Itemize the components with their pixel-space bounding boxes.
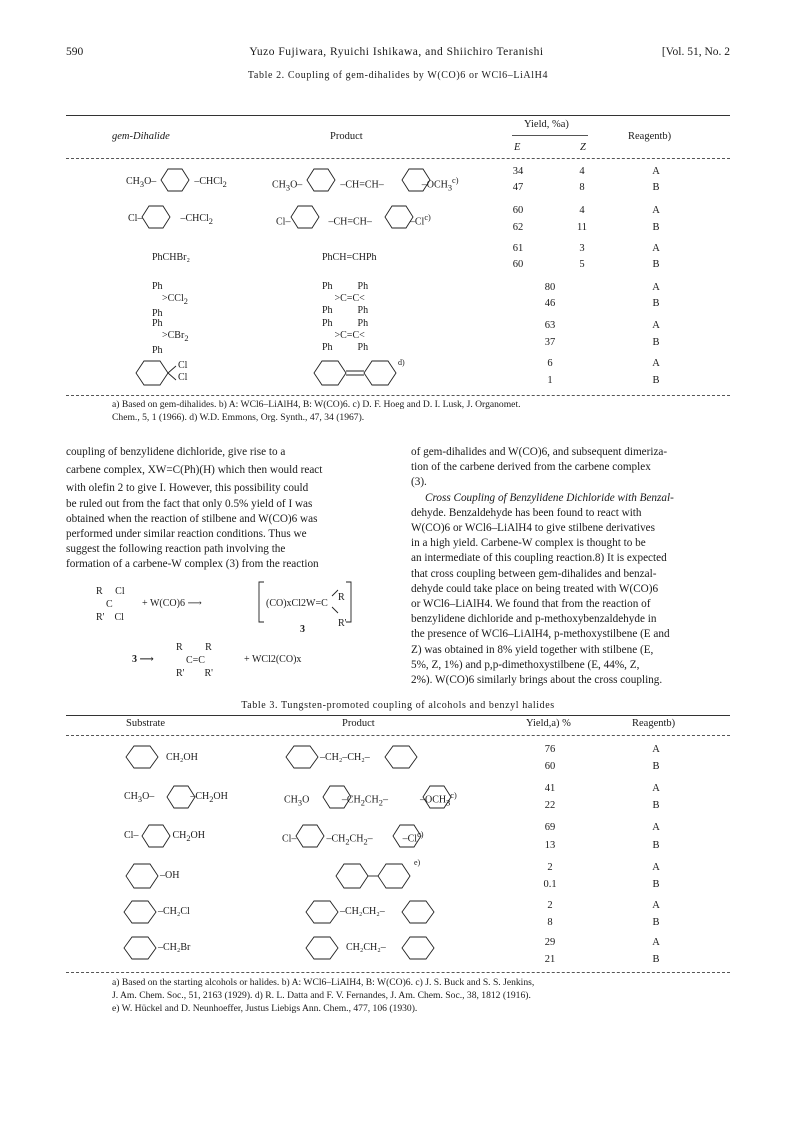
scheme-dihalide: R Cl C R' Cl [96,586,125,623]
left-line-4: be ruled out from the fact that only 0.5% yield of I was [66,497,313,510]
right-line-4: dehyde. Benzaldehyde has been found to react with [411,506,642,519]
t3-r1-rg2: B [652,761,660,772]
right-line-9: dehyde could take place on being treated with W(CO)6 [411,582,659,595]
table2-row5-dihalide: Ph >CBr$_2$ Ph [152,318,189,356]
running-authors: Yuzo Fujiwara, Ryuichi Ishikawa, and Shiichiro Teranishi [249,46,544,58]
t3-r6-y2: 21 [544,954,556,965]
t3-r5-rg2: B [652,917,660,928]
t2-r4-rg2: B [652,298,660,309]
table3-footnote-1: a) Based on the starting alcohols or halides. b) A: WCl6–LiAlH4, B: W(CO)6. c) J. S. Buck and S. S. Jenkins, [112,977,535,988]
table2-header-E: E [514,142,521,153]
right-line-2: tion of the carbene derived from the carbene complex [411,461,651,474]
t2-r3-e1: 61 [512,243,524,254]
t2-r3-e2: 60 [512,259,524,270]
t3-r5-y2: 8 [547,917,553,928]
left-line-5: obtained when the reaction of stilbene and W(CO)6 was [66,512,318,525]
scheme-label-3: 3 [300,624,305,635]
right-line-6: in a high yield. Carbene-W complex is thought to be [411,537,646,550]
table2-footnote-2: Chem., 5, 1 (1966). d) W.D. Emmons, Org. Synth., 47, 34 (1967). [112,412,365,423]
t2-r3-rg2: B [652,259,660,270]
t2-r5-y1: 63 [544,320,556,331]
scheme-byproduct: + WCl2(CO)x [244,654,302,665]
t3-r2-y2: 22 [544,800,556,811]
t2-r2-e2: 62 [512,222,524,233]
scheme-complex-subs: R R' [338,592,347,629]
t3-r1-product: –CH₂–CH₂– [320,752,370,763]
table2-row6-dihalide: Cl Cl [178,360,188,383]
t3-r1-rg1: A [652,744,660,755]
table2-row5-product: Ph Ph >C=C< Ph Ph [322,318,369,353]
table2-row2-dihalide: Cl– –CHCl$_2$ [128,213,213,226]
t3-r5-substrate: –CH₂Cl [158,906,190,917]
table2-header-Z: Z [580,142,586,153]
t2-r5-y2: 37 [544,337,556,348]
t2-r4-y1: 80 [544,282,556,293]
table2-caption: Table 2. Coupling of gem-dihalides by W(CO)6 or WCl6–LiAlH4 [247,70,549,81]
t2-r3-z2: 5 [579,259,585,270]
table2-header-product: Product [330,131,363,142]
t3-r5-product: –CH₂CH₂– [340,906,385,917]
table2-row2-product: Cl– –CH=CH– –Cl$^{c)}$ [276,213,431,228]
table2-header-reagent: Reagentb) [628,131,672,142]
left-line-1: coupling of benzylidene dichloride, give rise to a [66,446,286,458]
t3-r5-rg1: A [652,900,660,911]
t2-r1-e2: 47 [512,182,524,193]
t3-r1-y1: 76 [544,744,556,755]
t2-r3-z1: 3 [579,243,585,254]
right-line-14: 5%, Z, 1%) and p,p-dimethoxystilbene (E, 44%, Z, [411,658,640,671]
t2-r4-rg1: A [652,282,660,293]
t3-r4-product-note: e) [414,858,421,867]
t2-r1-rg1: A [652,166,660,177]
right-line-12: the presence of WCl6–LiAlH4, p-methoxystilbene (E and [411,628,670,641]
table3-header-substrate: Substrate [126,718,166,729]
table2-footnote-1: a) Based on gem-dihalides. b) A: WCl6–LiAlH4, B: W(CO)6. c) D. F. Hoeg and D. I. Lusk, J. Organomet. [112,399,521,410]
table3-caption: Table 3. Tungsten-promoted coupling of alcohols and benzyl halides [241,700,555,711]
page-number: 590 [66,46,84,58]
t2-r2-rg2: B [652,222,660,233]
table2-row3-dihalide: PhCHBr₂ [152,252,190,263]
t2-r6-rg2: B [652,375,660,386]
t3-r2-y1: 41 [544,783,556,794]
table3-footnote-2: J. Am. Chem. Soc., 51, 2163 (1929). d) R. L. Datta and F. V. Fernandes, J. Am. Chem. Soc., 38, 1812 (1916). [112,990,531,1001]
t3-r3-y1: 69 [544,822,556,833]
t3-r4-substrate: –OH [160,870,180,881]
t3-r5-y1: 2 [547,900,553,911]
t2-r1-z2: 8 [579,182,585,193]
t3-r3-substrate: Cl– $CH_2OH$ [124,830,205,843]
t2-r1-z1: 4 [579,166,585,177]
right-line-1: of gem-dihalides and W(CO)6, and subsequent dimeriza- [411,446,668,458]
table3-header-yield: Yield,a) % [526,718,571,729]
t2-r4-y2: 46 [544,298,556,309]
left-line-3: with olefin 2 to give I. However, this possibility could [66,482,309,495]
t3-r2-rg2: B [652,800,660,811]
t2-r1-rg2: B [652,182,660,193]
table3-footnotes [112,976,732,1015]
t3-r3-product: Cl– $-CH_2CH_2-$ –Cl$^{c)}$ [282,830,424,847]
t3-r2-product: $CH_3O$ $-CH_2CH_2-$ $-OCH_3^{c)}$ [284,791,457,808]
table3-header-product: Product [342,718,375,729]
left-line-8: formation of a carbene-W complex (3) from the reaction [66,558,319,571]
t3-r4-rg2: B [652,879,660,890]
t3-r3-rg2: B [652,840,660,851]
t2-r5-rg1: A [652,320,660,331]
t3-r1-y2: 60 [544,761,556,772]
scheme-reagent: + W(CO)6 ⟶ [142,598,202,609]
t3-r4-y2: 0.1 [543,879,557,890]
right-line-11: benzylidene dichloride and p-methoxybenzaldehyde in [411,613,657,626]
table2-row1-dihalide: $CH_3O-$ –CHCl$_2$ [126,176,227,189]
table3-header-reagent: Reagentb) [632,718,676,729]
t3-r4-y1: 2 [547,862,553,873]
table2-row4-product: Ph Ph >C=C< Ph Ph [322,281,369,316]
t3-r2-substrate: $CH_3O-$ $-CH_2OH$ [124,791,228,804]
right-line-15: 2%). W(CO)6 similarly brings about the cross coupling. [411,674,663,687]
right-line-5: W(CO)6 or WCl6–LiAlH4 to give stilbene derivatives [411,522,656,535]
t3-r3-y2: 13 [544,840,556,851]
left-line-7: suggest the following reaction path involving the [66,543,286,556]
table2-header-dihalide: gem-Dihalide [112,131,170,142]
t2-r5-rg2: B [652,337,660,348]
t2-r6-rg1: A [652,358,660,369]
left-line-6: performed under similar reaction conditions. Thus we [66,528,307,541]
t2-r2-rg1: A [652,205,660,216]
table2-row4-dihalide: Ph >CCl$_2$ Ph [152,281,188,319]
right-heading: Cross Coupling of Benzylidene Dichloride with Benzal- [425,491,674,504]
t2-r2-z1: 4 [579,205,585,216]
t3-r6-rg2: B [652,954,660,965]
table2-row1-product: $CH_3O-$ –CH=CH– $-OCH_3^{c)}$ [272,176,459,193]
t2-r3-rg1: A [652,243,660,254]
t2-r2-z2: 11 [576,222,588,233]
t3-r6-y1: 29 [544,937,556,948]
right-line-10: or WCl6–LiAlH4. We found that from the reaction of [411,598,651,611]
table2-row6-product-note: d) [398,358,405,367]
t2-r2-e1: 60 [512,205,524,216]
t2-r6-y2: 1 [547,375,553,386]
scheme-complex: (CO)xCl2W=C [266,598,328,609]
table2-row3-product: PhCH=CHPh [322,252,377,263]
table3-footnote-3: e) W. Hückel and D. Neunhoeffer, Justus Liebigs Ann. Chem., 477, 106 (1930). [112,1003,418,1014]
t2-r6-y1: 6 [547,358,553,369]
scheme-olefin: R R C=C R' R' [176,642,213,679]
table2-header-yield: Yield, %a) [524,119,569,130]
t3-r6-substrate: –CH₂Br [158,942,191,953]
t3-r3-rg1: A [652,822,660,833]
right-line-13: Z) was obtained in 8% yield together with stilbene (E, [411,643,654,656]
scheme-arrow: 3 ⟶ [132,654,154,665]
volume-info: [Vol. 51, No. 2 [661,46,730,58]
t3-r1-substrate: CH₂OH [166,752,198,763]
t3-r4-rg1: A [652,862,660,873]
left-line-2: carbene complex, XW=C(Ph)(H) which then would react [66,464,323,477]
t3-r2-rg1: A [652,783,660,794]
t2-r1-e1: 34 [512,166,524,177]
t3-r6-product: CH₂CH₂– [346,942,386,953]
t3-r6-rg1: A [652,937,660,948]
right-line-8: that cross coupling between gem-dihalides and benzal- [411,567,657,580]
table3-bottom-rule [66,972,730,973]
right-line-7: an intermediate of this coupling reaction.8) It is expected [411,552,667,565]
right-line-3: (3). [411,476,427,489]
